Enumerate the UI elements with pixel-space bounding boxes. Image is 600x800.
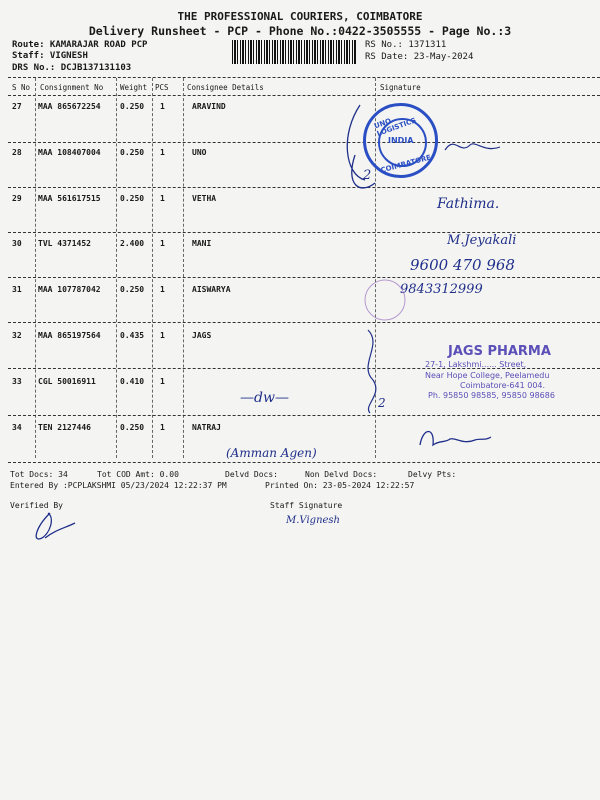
col-pcs: PCS [155, 83, 169, 92]
delivered-docs: Delvd Docs: [225, 470, 278, 479]
verifier-signature [30, 508, 80, 548]
company-title: THE PROFESSIONAL COURIERS, COIMBATORE [177, 10, 423, 23]
row-pcs: 1 [160, 377, 165, 386]
staff-signature-label: Staff Signature [270, 501, 343, 510]
signature-scribble-row34 [415, 425, 495, 455]
route: Route: KAMARAJAR ROAD PCP [12, 40, 148, 50]
row-pcs: 1 [160, 423, 165, 432]
col-sno: S No [12, 83, 31, 92]
rs-number: RS No.: 1371311 [365, 40, 447, 50]
total-docs: Tot Docs: 34 [10, 470, 68, 479]
jags-stamp-line4: Ph. 95850 98585, 95850 98686 [428, 391, 555, 400]
handwritten-number: 2 [363, 168, 372, 183]
row-weight: 0.250 [120, 102, 145, 111]
row-weight: 0.250 [120, 285, 145, 294]
rs-date: RS Date: 23-May-2024 [365, 52, 474, 62]
row-consignment: TEN 2127446 [38, 423, 91, 432]
row-consignment: TVL 4371452 [38, 239, 91, 248]
jags-stamp-line2: Near Hope College, Peelamedu [425, 371, 550, 380]
runsheet-subtitle: Delivery Runsheet - PCP - Phone No.:0422-3505555 - Page No.:3 [88, 24, 512, 38]
row-weight: 0.435 [120, 331, 145, 340]
row-rule [8, 277, 600, 278]
table-top-rule [8, 77, 600, 78]
row-consignment: MAA 107787042 [38, 285, 101, 294]
jags-stamp-name: JAGS PHARMA [448, 344, 551, 359]
col-divider [116, 78, 117, 458]
row-weight: 0.250 [120, 148, 145, 157]
drs-number: DRS No.: DCJB137131103 [12, 63, 132, 73]
row-pcs: 1 [160, 102, 165, 111]
entered-by: Entered By :PCPLAKSHMI 05/23/2024 12:22:37 PM [10, 481, 227, 490]
col-weight: Weight [120, 83, 148, 92]
staff: Staff: VIGNESH [12, 51, 88, 61]
verified-by-label: Verified By [10, 501, 63, 510]
row-sno: 27 [12, 102, 22, 111]
row-sno: 28 [12, 148, 22, 157]
row-consignee: MANI [192, 239, 212, 248]
handwritten-note-amman: (Amman Agen) [226, 446, 317, 460]
row-consignment: MAA 865672254 [38, 102, 101, 111]
row-weight: 0.250 [120, 423, 145, 432]
row-pcs: 1 [160, 239, 165, 248]
row-consignment: MAA 865197564 [38, 331, 101, 340]
row-sno: 33 [12, 377, 22, 386]
row-rule [8, 415, 600, 416]
row-sno: 34 [12, 423, 22, 432]
row-consignment: MAA 561617515 [38, 194, 101, 203]
row-consignment: MAA 108407004 [38, 148, 101, 157]
purple-stamp-mark [360, 270, 420, 330]
row-pcs: 1 [160, 331, 165, 340]
printed-on: Printed On: 23-05-2024 12:22:57 [265, 481, 415, 490]
row-sno: 29 [12, 194, 22, 203]
col-signature: Signature [380, 83, 421, 92]
handwritten-phone-1: 9600 470 968 [410, 256, 515, 274]
row-consignee: AISWARYA [192, 285, 231, 294]
total-cod: Tot COD Amt: 0.00 [97, 470, 179, 479]
row-consignee: JAGS [192, 331, 212, 340]
handwritten-number-row33: 2 [378, 396, 386, 410]
row-rule [8, 322, 600, 323]
col-divider [183, 78, 184, 458]
barcode [232, 40, 357, 64]
row-consignee: VETHA [192, 194, 217, 203]
row-weight: 2.400 [120, 239, 145, 248]
row-pcs: 1 [160, 194, 165, 203]
row-sno: 31 [12, 285, 22, 294]
jags-stamp-line1: 27-1, Lakshmi...... Street, [425, 360, 527, 369]
jags-stamp-line3: Coimbatore-641 004. [460, 381, 546, 390]
handwritten-phone-2: 9843312999 [400, 282, 483, 297]
row-consignee: ARAVIND [192, 102, 226, 111]
col-divider [35, 78, 36, 458]
col-consignment: Consignment No [40, 83, 104, 92]
row-pcs: 1 [160, 285, 165, 294]
row-consignment: CGL 50016911 [38, 377, 96, 386]
row-weight: 0.250 [120, 194, 145, 203]
row-pcs: 1 [160, 148, 165, 157]
handwritten-name-fathima: Fathima. [437, 196, 500, 212]
stamp-city: COIMBATORE [379, 153, 432, 175]
delivery-points: Delvy Pts: [408, 470, 457, 479]
staff-signature: M.Vignesh [286, 515, 340, 526]
table-bottom-rule [8, 462, 600, 463]
non-delivered-docs: Non Delvd Docs: [305, 470, 378, 479]
row-weight: 0.410 [120, 377, 145, 386]
signature-scribble-row28 [335, 95, 535, 205]
row-sno: 32 [12, 331, 22, 340]
col-consignee: Consignee Details [187, 83, 264, 92]
stamp-country: INDIA [388, 136, 414, 145]
stamp-name: UNO LOGISTICS [373, 116, 418, 138]
handwritten-name-jeyakali: M.Jeyakali [447, 233, 517, 248]
row-consignee: NATRAJ [192, 423, 221, 432]
row-consignee: UNO [192, 148, 207, 157]
row-sno: 30 [12, 239, 22, 248]
handwritten-signature-row33: —dw— [240, 390, 289, 406]
col-divider [152, 78, 153, 458]
